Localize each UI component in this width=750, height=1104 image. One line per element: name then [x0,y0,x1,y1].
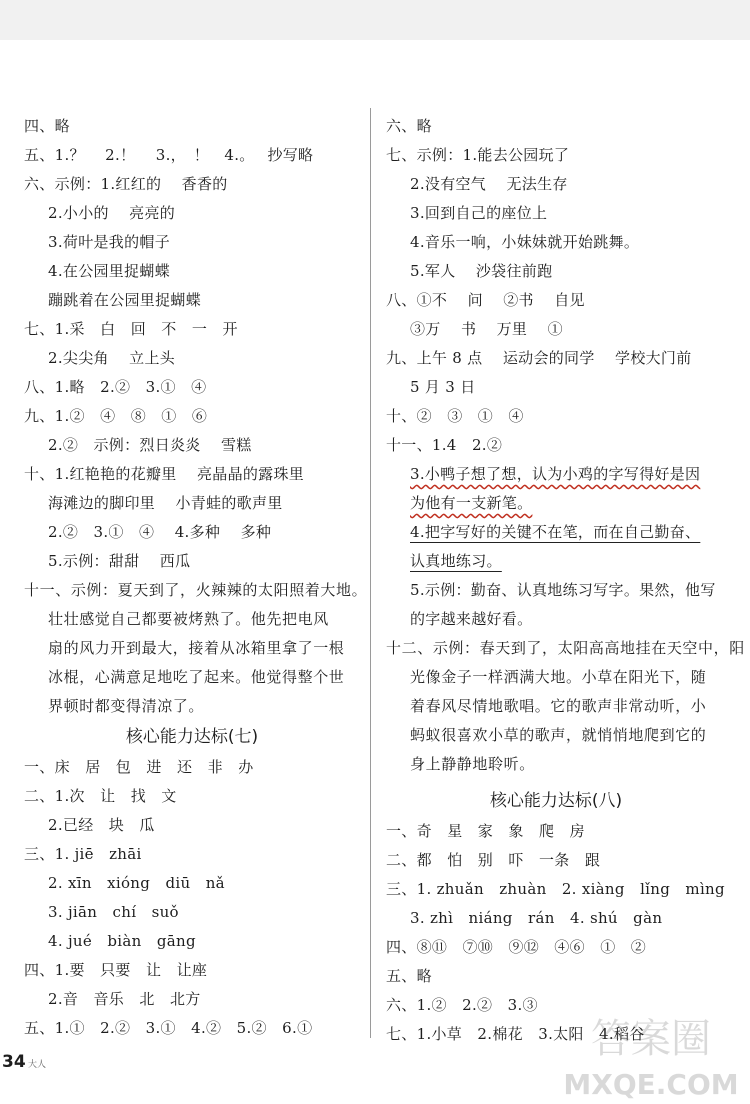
answer-line-wavy: 为他有一支新笔。 [410,494,533,512]
watermark-logo [556,1006,746,1102]
answer-line: 5.军人 沙袋往前跑 [410,262,553,280]
answer-line: 三、1. jiē zhāi [24,845,142,863]
answer-line: 四、⑧⑪ ⑦⑩ ⑨⑫ ④⑥ ① ② [386,938,647,956]
essay-line: 身上静静地聆听。 [410,755,535,773]
answer-line-wavy: 3.小鸭子想了想，认为小鸡的字写得好是因 [410,465,701,483]
answer-line: 2.没有空气 无法生存 [410,175,568,193]
essay-label: 十二、 [386,639,433,657]
answer-line: 2.② 示例：烈日炎炎 雪糕 [48,436,252,454]
answer-line: 八、1.略 2.② 3.① ④ [24,378,207,396]
answer-line: 5.示例：勤奋、认真地练习写字。果然，他写 [410,581,716,599]
left-answers-top [24,112,360,576]
answer-line: 2.尖尖角 立上头 [48,349,176,367]
answer-line: 七、1.小草 2.棉花 3.太阳 4.稻谷 [386,1025,645,1043]
answer-line-underlined: 认真地练习。 [410,552,502,570]
answer-line: 四、1.要 只要 让 让座 [24,961,208,979]
answer-line: 十、② ③ ① ④ [386,407,524,425]
left-essay [24,576,368,721]
essay-line: 十二、示例：春天到了，太阳高高地挂在天空中，阳 [386,639,745,657]
essay-line: 壮壮感觉自己都要被烤熟了。他先把电风 [48,610,329,628]
answer-line: 3. jiān chí suǒ [48,903,179,921]
answer-line: 七、1.采 白 回 不 一 开 [24,320,238,338]
essay-line: 界顿时都变得清凉了。 [48,697,205,715]
answer-line: 六、示例：1.红红的 香香的 [24,175,228,193]
answer-line: 九、1.② ④ ⑧ ① ⑥ [24,407,208,425]
answer-line: 八、①不 问 ②书 自见 [386,291,585,309]
answer-line: 二、都 怕 别 吓 一条 跟 [386,851,601,869]
answer-line: 2.音 音乐 北 北方 [48,990,201,1008]
answer-line: 七、示例：1.能去公园玩了 [386,146,570,164]
answer-line: 二、1.次 让 找 文 [24,787,177,805]
answer-line: 五、1.① 2.② 3.① 4.② 5.② 6.① [24,1019,313,1037]
answer-line: 4. jué biàn gāng [48,932,196,950]
answer-line: 六、略 [386,117,432,135]
column-divider [370,108,371,1038]
section-title-seven: 核心能力达标(七) [125,727,259,747]
answer-line: 3. zhì niáng rán 4. shú gàn [410,909,663,927]
right-column [386,112,745,1049]
answer-line: 4.在公园里捉蝴蝶 [48,262,171,280]
essay-line: 光像金子一样洒满大地。小草在阳光下，随 [410,668,707,686]
answer-line: 5 月 3 日 [410,378,476,396]
essay-line: 着春风尽情地歌唱。它的歌声非常动听，小 [410,697,707,715]
answer-line: 一、奇 星 家 象 爬 房 [386,822,585,840]
essay-line: 十一、示例：夏天到了，火辣辣的太阳照着大地。 [24,581,368,599]
right-answers-top [386,112,726,460]
right-essay [386,634,745,779]
answer-line: 5.示例：甜甜 西瓜 [48,552,191,570]
answer-line: 海滩边的脚印里 小青蛙的歌声里 [48,494,283,512]
essay-line: 蚂蚁很喜欢小草的歌声，就悄悄地爬到它的 [410,726,707,744]
answer-line: 蹦跳着在公园里捉蝴蝶 [48,291,202,309]
section-title-eight: 核心能力达标(八) [489,791,623,811]
essay-line: 扇的风力开到最大，接着从冰箱里拿了一根 [48,639,345,657]
left-column [24,112,368,1043]
left-answers-bottom [24,753,360,1043]
answer-line: 六、1.② 2.② 3.③ [386,996,538,1014]
page-number: 34 [2,1052,26,1072]
answer-line: 十一、1.4 2.② [386,436,503,454]
watermark-bottom-text: MXQE.COM [563,1068,739,1101]
watermark-top-text: 答案圈 [591,1016,711,1062]
answer-line: 3.回到自己的座位上 [410,204,548,222]
page-note: 大人 [28,1060,47,1070]
answer-line: 五、略 [386,967,432,985]
answer-line: 十、1.红艳艳的花瓣里 亮晶晶的露珠里 [24,465,305,483]
answer-line: 九、上午 8 点 运动会的同学 学校大门前 [386,349,692,367]
essay-line: 冰棍，心满意足地吃了起来。他觉得整个世 [48,668,345,686]
answer-line: 2. xīn xióng diū nǎ [48,874,225,892]
answer-line: 一、床 居 包 进 还 非 办 [24,758,254,776]
scan-top-band [0,0,750,40]
answer-line: 2.小小的 亮亮的 [48,204,176,222]
answer-line: 2.② 3.① ④ 4.多种 多种 [48,523,272,541]
answer-line: ③万 书 万里 ① [410,320,563,338]
answer-line: 2.已经 块 瓜 [48,816,155,834]
answer-line: 四、略 [24,117,70,135]
answer-line: 3.荷叶是我的帽子 [48,233,171,251]
essay-label: 十一、 [24,581,71,599]
answer-line: 的字越来越好看。 [410,610,533,628]
answer-line-underlined: 4.把字写好的关键不在笔，而在自己勤奋、 [410,523,701,541]
answer-line: 4.音乐一响，小妹妹就开始跳舞。 [410,233,640,251]
answer-line: 三、1. zhuǎn zhuàn 2. xiàng lǐng mìng [386,880,725,898]
answer-line: 五、1.？ 2.！ 3.， ！ 4.。 抄写略 [24,146,314,164]
